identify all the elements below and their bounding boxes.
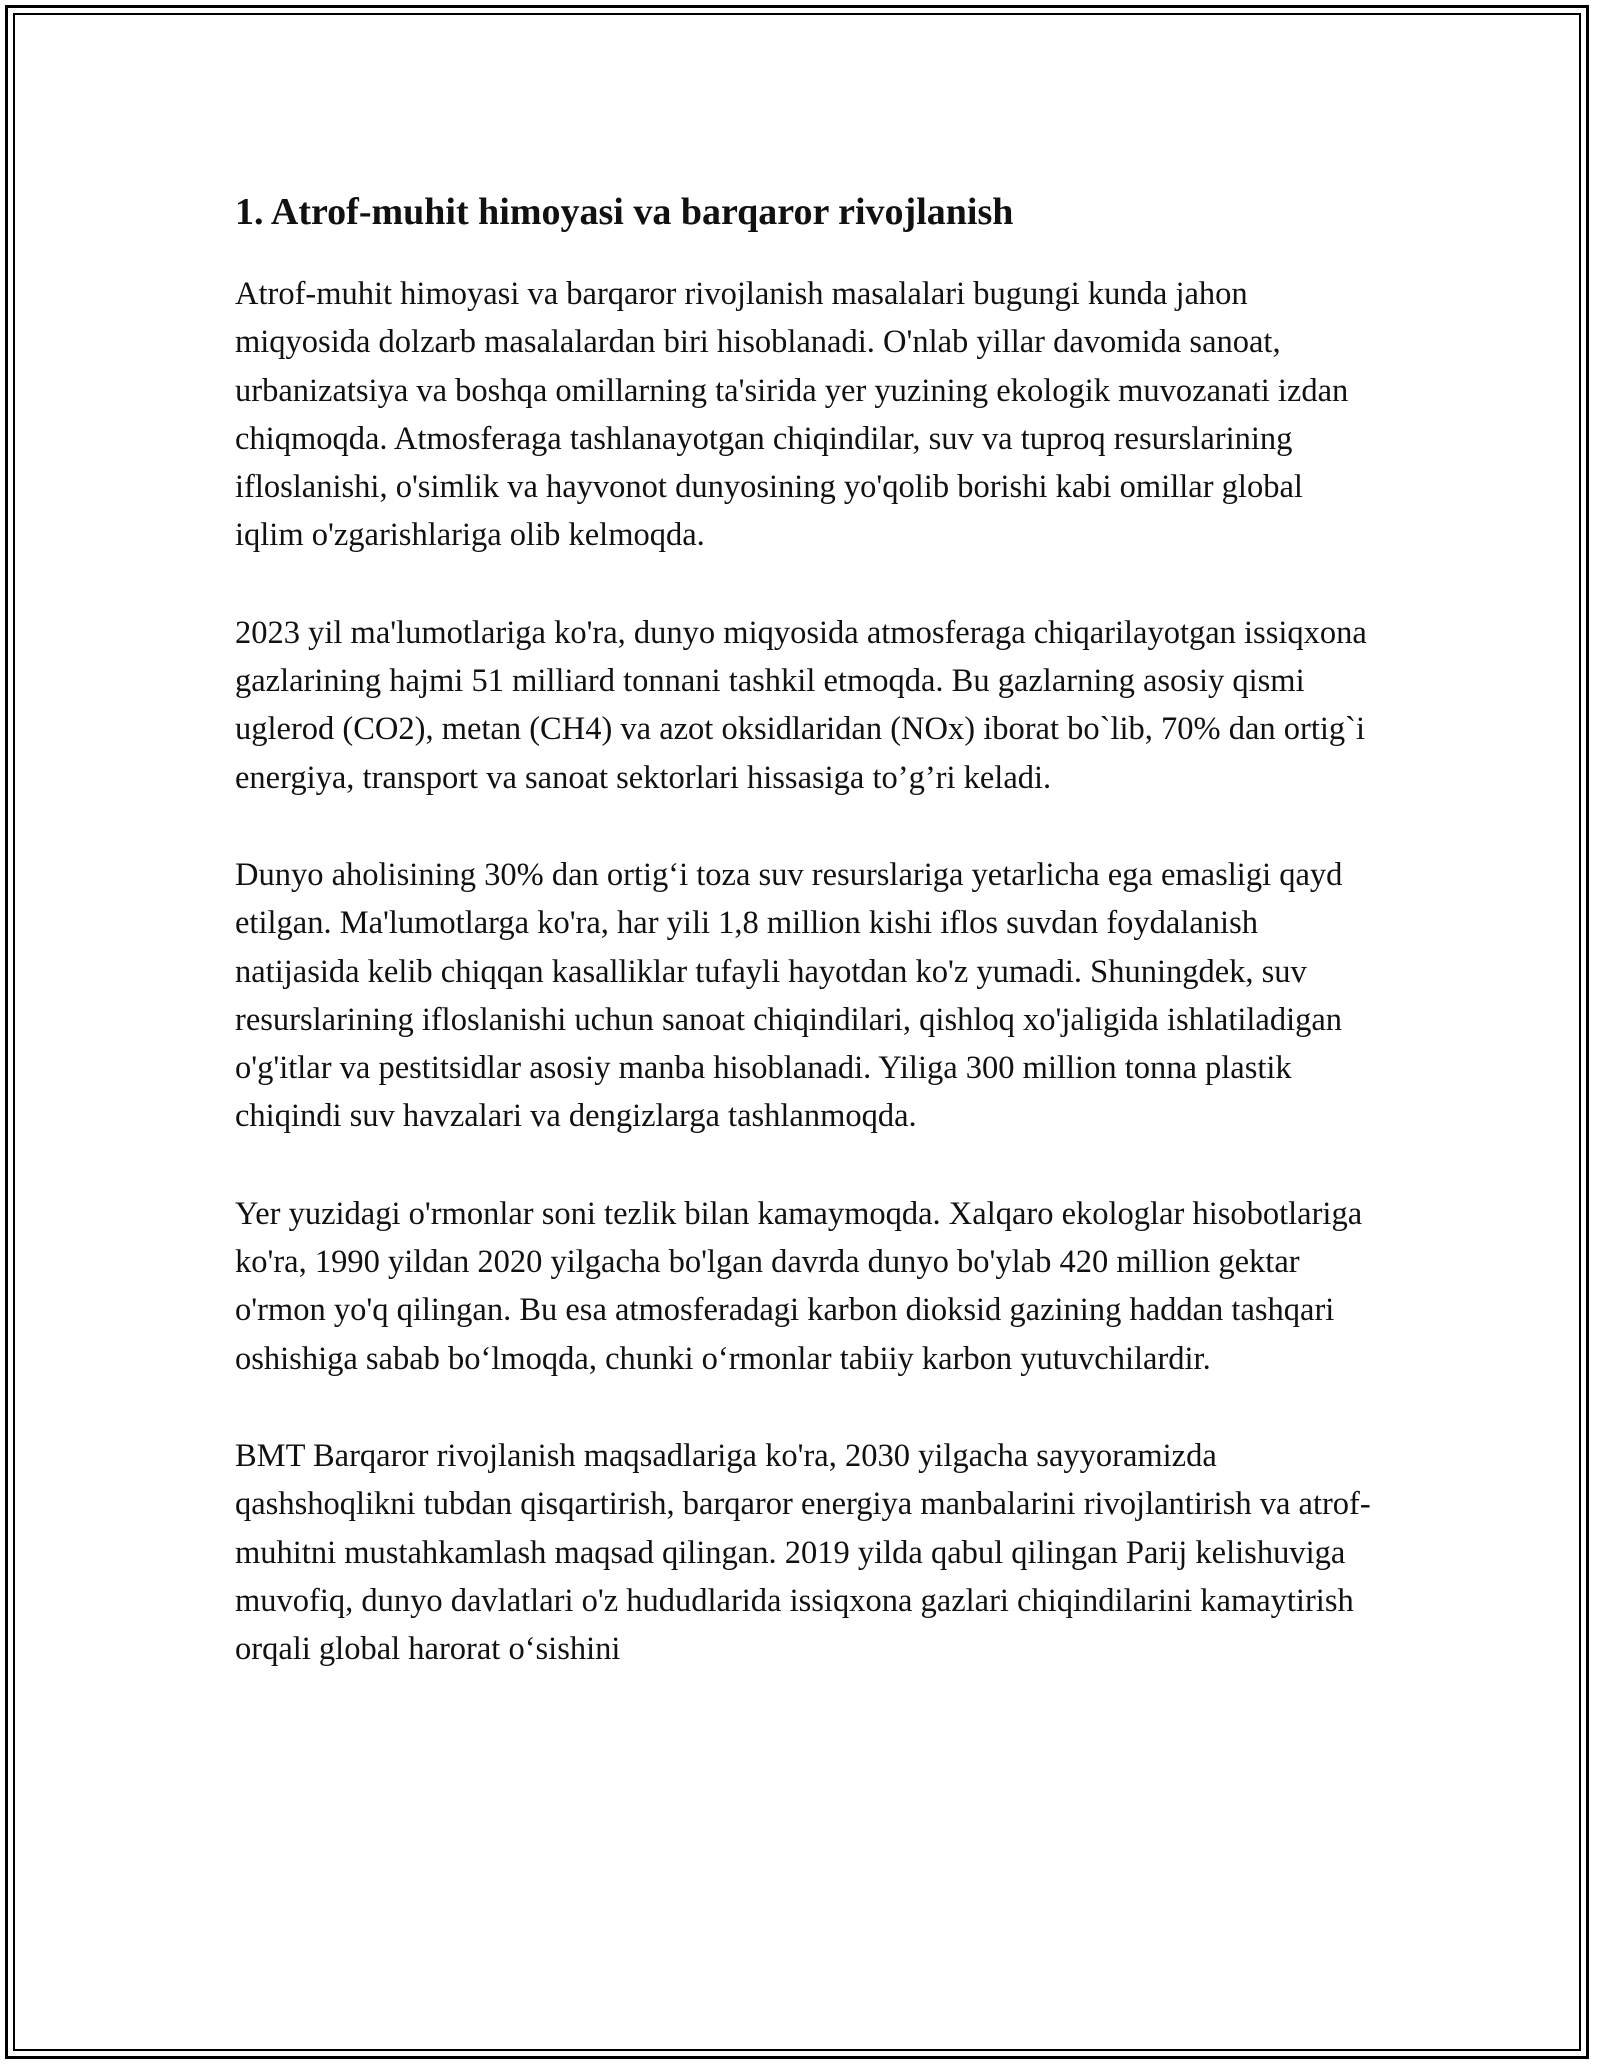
paragraph-2: 2023 yil ma'lumotlariga ko'ra, dunyo miqyosida atmosferaga chiqarilayotgan issiqxona gazlarining hajmi 51 milliard tonnani tashkil etmoqda. Bu gazlarning asosiy qismi uglerod (CO2), metan (CH4) va azot oksidlaridan (NOx) iborat bo`lib, 70% dan ortig`i energiya, transport va sanoat sektorlari hissasiga to’g’ri keladi. [235, 614, 1367, 796]
paragraph-3: Dunyo aholisining 30% dan ortig‘i toza suv resurslariga yetarlicha ega emasligi qayd etilgan. Ma'lumotlarga ko'ra, har yili 1,8 million kishi iflos suvdan foydalanish natijasida kelib chiqqan kasalliklar tufayli hayotdan ko'z yumadi. Shuningdek, suv resurslarining ifloslanishi uchun sanoat chiqindilari, qishloq xo'jaligida ishlatiladigan o'g'itlar va pestitsidlar asosiy manba hisoblanadi. Yiliga 300 million tonna plastik chiqindi suv havzalari va dengizlarga tashlanmoqda. [235, 856, 1343, 1135]
paragraph-1: Atrof-muhit himoyasi va barqaror rivojlanish masalalari bugungi kunda jahon miqyosida dolzarb masalalardan biri hisoblanadi. O'nlab yillar davomida sanoat, urbanizatsiya va boshqa omillarning ta'sirida yer yuzining ekologik muvozanati izdan chiqmoqda. Atmosferaga tashlanayotgan chiqindilar, suv va tuproq resurslarining ifloslanishi, o'simlik va hayvonot dunyosining yo'qolib borishi kabi omillar global iqlim o'zgarishlariga olib kelmoqda. [235, 276, 1349, 554]
paragraph-4: Yer yuzidagi o'rmonlar soni tezlik bilan kamaymoqda. Xalqaro ekologlar hisobotlariga ko'ra, 1990 yildan 2020 yilgacha bo'lgan davrda dunyo bo'ylab 420 million gektar o'rmon yo'q qilingan. Bu esa atmosferadagi karbon dioksid gazining haddan tashqari oshishiga sabab bo‘lmoqda, chunki o‘rmonlar tabiiy karbon yutuvchilardir. [235, 1195, 1363, 1377]
document-title: 1. Atrof-muhit himoyasi va barqaror rivojlanish [235, 191, 1014, 233]
paragraph-5: BMT Barqaror rivojlanish maqsadlariga ko'ra, 2030 yilgacha sayyoramizda qashshoqlikni tubdan qisqartirish, barqaror energiya manbalarini rivojlantirish va atrof-muhitni mustahkamlash maqsad qilingan. 2019 yilda qabul qilingan Parij kelishuviga muvofiq, dunyo davlatlari o'z hududlarida issiqxona gazlari chiqindilarini kamaytirish orqali global harorat o‘sishini [235, 1437, 1371, 1668]
document-body [235, 186, 1375, 1673]
